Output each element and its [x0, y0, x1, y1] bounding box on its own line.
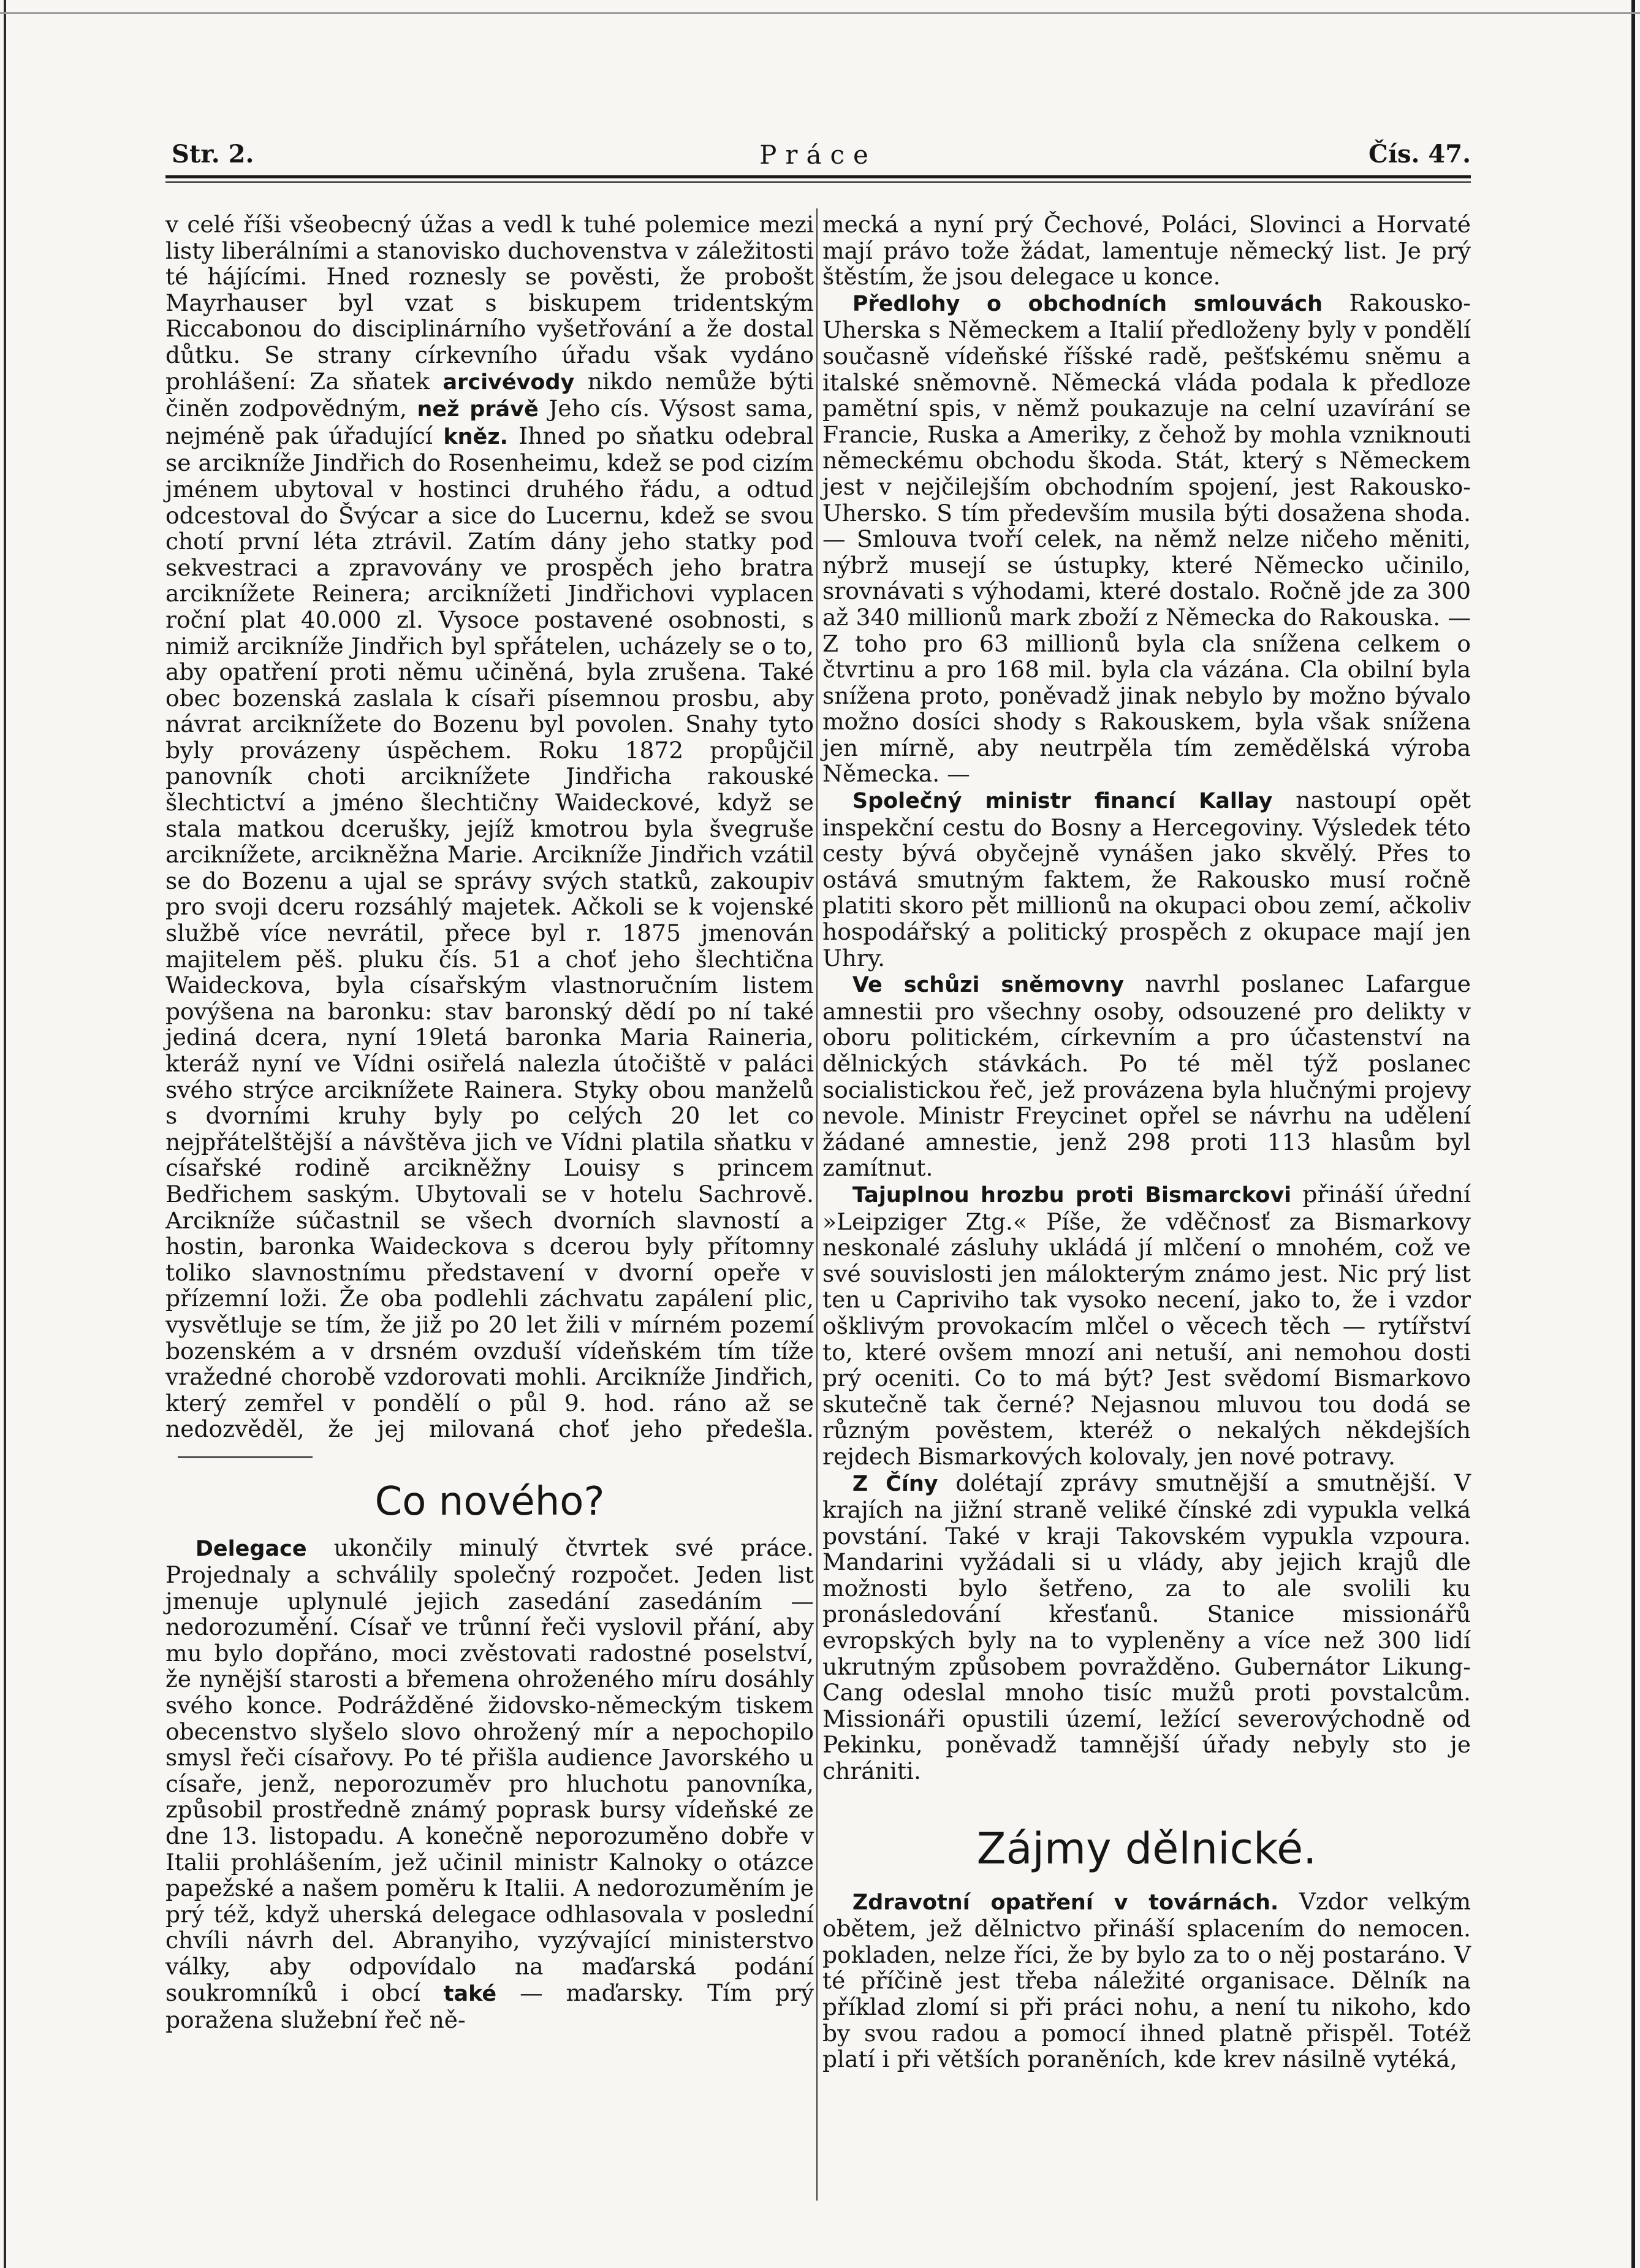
end-rule: [178, 1456, 313, 1458]
header-rule: [165, 175, 1471, 178]
news-item-obchodni-smlouvy: Předlohy o obchodních smlouvách Rakousko-Uherska s Německem a Italií předloženy byly v pondělí současně vídeňské říšské radě, pešťskému sněmu a italské sněmovně. Německá vláda podala k předloze pamětní spis, v němž poukazuje na celní uzavírání se Francie, Ruska a Ameriky, z čehož by mohla vzniknouti německému obchodu škoda. Stát, který s Německem jest v nejčilejším obchodním spojení, jest Rakousko-Uhersko. S tím především musila býti dosažena shoda. — Smlouva tvoří celek, na němž nelze ničeho měniti, nýbrž musejí se ústupky, které Německo učinilo, srovnávati s výhodami, které dostalo. Ročně jde za 300 až 340 millionů mark zboží z Německa do Rakouska. — Z toho pro 63 millionů byla cla snížena celkem o čtvrtinu a pro 168 mil. byla cla vázána. Cla obilní byla snížena proto, poněvadž jinak nebylo by možno bývalo možno dosíci shody s Rakouskem, byla však snížena jen mírně, aby neutrpěla tím zemědělská výroba Německa. —: [822, 289, 1471, 788]
left-column: [165, 211, 814, 2033]
news-item-delegace: Delegace ukončily minulý čtvrtek své práce. Projednaly a schválily společný rozpočet. Jeden list jmenuje uplynulé jejich zasedání zasedáním — nedorozumění. Císař ve trůnní řeči vyslovil přání, aby mu bylo dopřáno, moci zvěstovati radostné poselství, že nynější starosti a břemena ohroženého míru dosáhly svého konce. Podrážděné židovsko-německým tiskem obecenstvo slyšelo slovo ohrožený mír a nepochopilo smysl řeči císařovy. Po té přišla audience Javorského u císaře, jenž, neporozuměv pro hluchotu panovníka, způsobil prostředně známý poprask bursy vídeňské ze dne 13. listopadu. A konečně neporozuměno dobře v Italii prohlášením, jež učinil ministr Kalnoky o otázce papežské a našem poměru k Italii. A nedorozuměním je prý též, když uherská delegace odhlasovala v poslední chvíli návrh del. Abranyiho, vyzývající ministerstvo války, aby odpovídalo na maďarská podání soukromníků i obcí také — maďarsky. Tím prý poražena služební řeč ně-: [165, 1534, 814, 2034]
page-edge-left: [4, 0, 6, 2268]
issue-number: Čís. 47.: [1369, 140, 1471, 169]
news-item-snemovna: Ve schůzi sněmovny navrhl poslanec Lafargue amnestii pro všechny osoby, odsouzené pro delikty v oboru politickém, církevním a pro účastenství na dělnických stávkách. Po té měl týž poslanec socialistickou řeč, jež provázena byla hlučnými projevy nevole. Ministr Freycinet opřel se návrhu na udělení žádané amnestie, jenž 298 proti 113 hlasům byl zamítnut.: [822, 970, 1471, 1182]
right-column: [822, 211, 1471, 2072]
page-edge-top: [0, 12, 1640, 14]
article-continuation: v celé říši všeobecný úžas a vedl k tuhé polemice mezi listy liberálními a stanovisko duchovenstva v záležitosti té hájícími. Hned roznesly se pověsti, že probošt Mayrhauser byl vzat s biskupem tridentským Riccabonou do disciplinárního vyšetřování a že dostal důtku. Se strany církevního úřadu však vydáno prohlášení: Za sňatek arcivévody nikdo nemůže býti činěn zodpovědným, než právě Jeho cís. Výsost sama, nejméně pak úřadující kněz. Ihned po sňatku odebral se arcikníže Jindřich do Rosenheimu, kdež se pod cizím jménem ubytoval v hostinci druhého řádu, a odtud odcestoval do Švýcar a sice do Lucernu, kdež se svou chotí první léta ztrávil. Zatím dány jeho statky pod sekvestraci a zpravovány ve prospěch jeho bratra arciknížete Reinera; arciknížeti Jindřichovi vyplacen roční plat 40.000 zl. Vysoce postavené osobnosti, s nimiž arcikníže Jindřich byl spřátelen, ucházely se o to, aby opatření proti němu učiněná, byla zrušena. Také obec bozenská zaslala k císaři písemnou prosbu, aby návrat arciknížete do Bozenu byl povolen. Snahy tyto byly provázeny úspěchem. Roku 1872 propůjčil panovník choti arciknížete Jindřicha rakouské šlechtictví a jméno šlechtičny Waideckové, když se stala matkou dcerušky, jejíž kmotrou byla švegruše arciknížete, arcikněžna Marie. Arcikníže Jindřich vzátil se do Bozenu a ujal se správy svých statků, zakoupiv pro svoji dceru rozsáhlý majetek. Ačkoli se k vojenské službě více nevrátil, přece byl r. 1875 jmenován majitelem pěš. pluku čís. 51 a choť jeho šlechtična Waideckova, byla císařským vlastnoručním listem povýšena na baronku: stav baronský dědí po ní také jediná dcera, nyní 19letá baronka Maria Raineria, kteráž nyní ve Vídni osiřelá nalezla útočiště v paláci svého strýce arciknížete Rainera. Styky obou manželů s dvorními kruhy byly po celých 20 let co nejpřátelštější a návštěva jich ve Vídni platila sňatku v císařské rodině arcikněžny Louisy s princem Bedřichem saským. Ubytovali se v hotelu Sachrově. Arcikníže súčastnil se všech dvorních slavností a hostin, baronka Waideckova s dcerou byly přítomny toliko slavnostnímu představení v dvorní opeře v přízemní loži. Že oba podlehli záchvatu zapálení plic, vysvětluje se tím, že již po 20 let žili v mírném pozemí bozenském a v drsném ovzduší vídeňském tím tíže vražedné chorobě vzdorovati mohli. Arcikníže Jindřich, který zemřel v pondělí o půl 9. hod. ráno až se nedozvěděl, že jej milovaná choť jeho předešla.: [165, 211, 814, 1469]
news-item-continuation: mecká a nyní prý Čechové, Poláci, Slovinci a Horvaté mají právo tože žádat, lamentuje německý list. Je prý štěstím, že jsou delegace u konce.: [822, 211, 1471, 291]
section-title-news: Co nového?: [374, 1478, 605, 1524]
news-item-bismarck: Tajuplnou hrozbu proti Bismarckovi přináší úřední »Leipziger Ztg.« Píše, že vděčnosť za Bismarkovy neskonalé zásluhy ukládá jí mlčení o mnohém, což ve své souvislosti jen málokterým známo jest. Nic prý list ten u Capriviho tak vysoko necení, jako to, že i vzdor ošklivým provokacím mlčel o věcech těch — rytířství to, které ovšem mnozí ani netuší, ani nemohou dosti prý oceniti. Co to má být? Jest svědomí Bismarkovo skutečně tak černé? Nejasnou mluvou tou dodá se různým pověstem, kteréž o nekalých někdejších rejdech Bismarkových kolovaly, jen nové potravy.: [822, 1180, 1471, 1470]
news-item-kallay: Společný ministr financí Kallay nastoupí opět inspekční cestu do Bosny a Hercegoviny. Výsledek této cesty bývá obyčejně vynášen jako skvělý. Přes to ostává smutným faktem, že Rakousko musí ročně platiti skoro pět millionů na okupaci obou zemí, ačkoliv hospodářský a politický prospěch z okupace mají jen Uhry.: [822, 786, 1471, 972]
news-item-cina: Z Číny dolétají zprávy smutnější a smutnější. V krajích na jižní straně veliké čínské zdi vypukla velká povstání. Také v kraji Takovském vypukla vzpoura. Mandarini vyžádali si u vlády, aby jejich krajů dle možnosti bylo šetřeno, za to ale svolili ku pronásledování křesťanů. Stanice missionářů evropských byly na to vypleněny a více než 300 lidí ukrutným způsobem povražděno. Gubernátor Likung-Cang odeslal mnoho tisíc mužů proti povstalcům. Missionáři opustili území, ležící severovýchodně od Pekinku, poněvadž tamnější úřady nebyly sto je chrániti.: [822, 1469, 1471, 1785]
page-edge-right: [1631, 0, 1635, 2268]
header-rule-thin: [165, 181, 1471, 183]
section-title-labor: Zájmy dělnické.: [976, 1823, 1317, 1874]
newspaper-title: Práce: [759, 140, 877, 170]
labor-item-zdravotni: Zdravotní opatření v továrnách. Vzdor velkým obětem, jež dělnictvo přináší splacením do nemocen. pokladen, nelze říci, že by bylo za to o něj postaráno. V té příčině jest třeba náležité organisace. Dělník na příklad zlomí si při práci nohu, a není tu nikoho, kdo by svou radou a pomocí ihned platně přispěl. Totéž platí i při větších poraněních, kde krev násilně vytéká,: [822, 1887, 1471, 2073]
page-number: Str. 2.: [172, 140, 254, 169]
page-header: [165, 140, 1471, 177]
column-divider: [816, 208, 818, 2201]
